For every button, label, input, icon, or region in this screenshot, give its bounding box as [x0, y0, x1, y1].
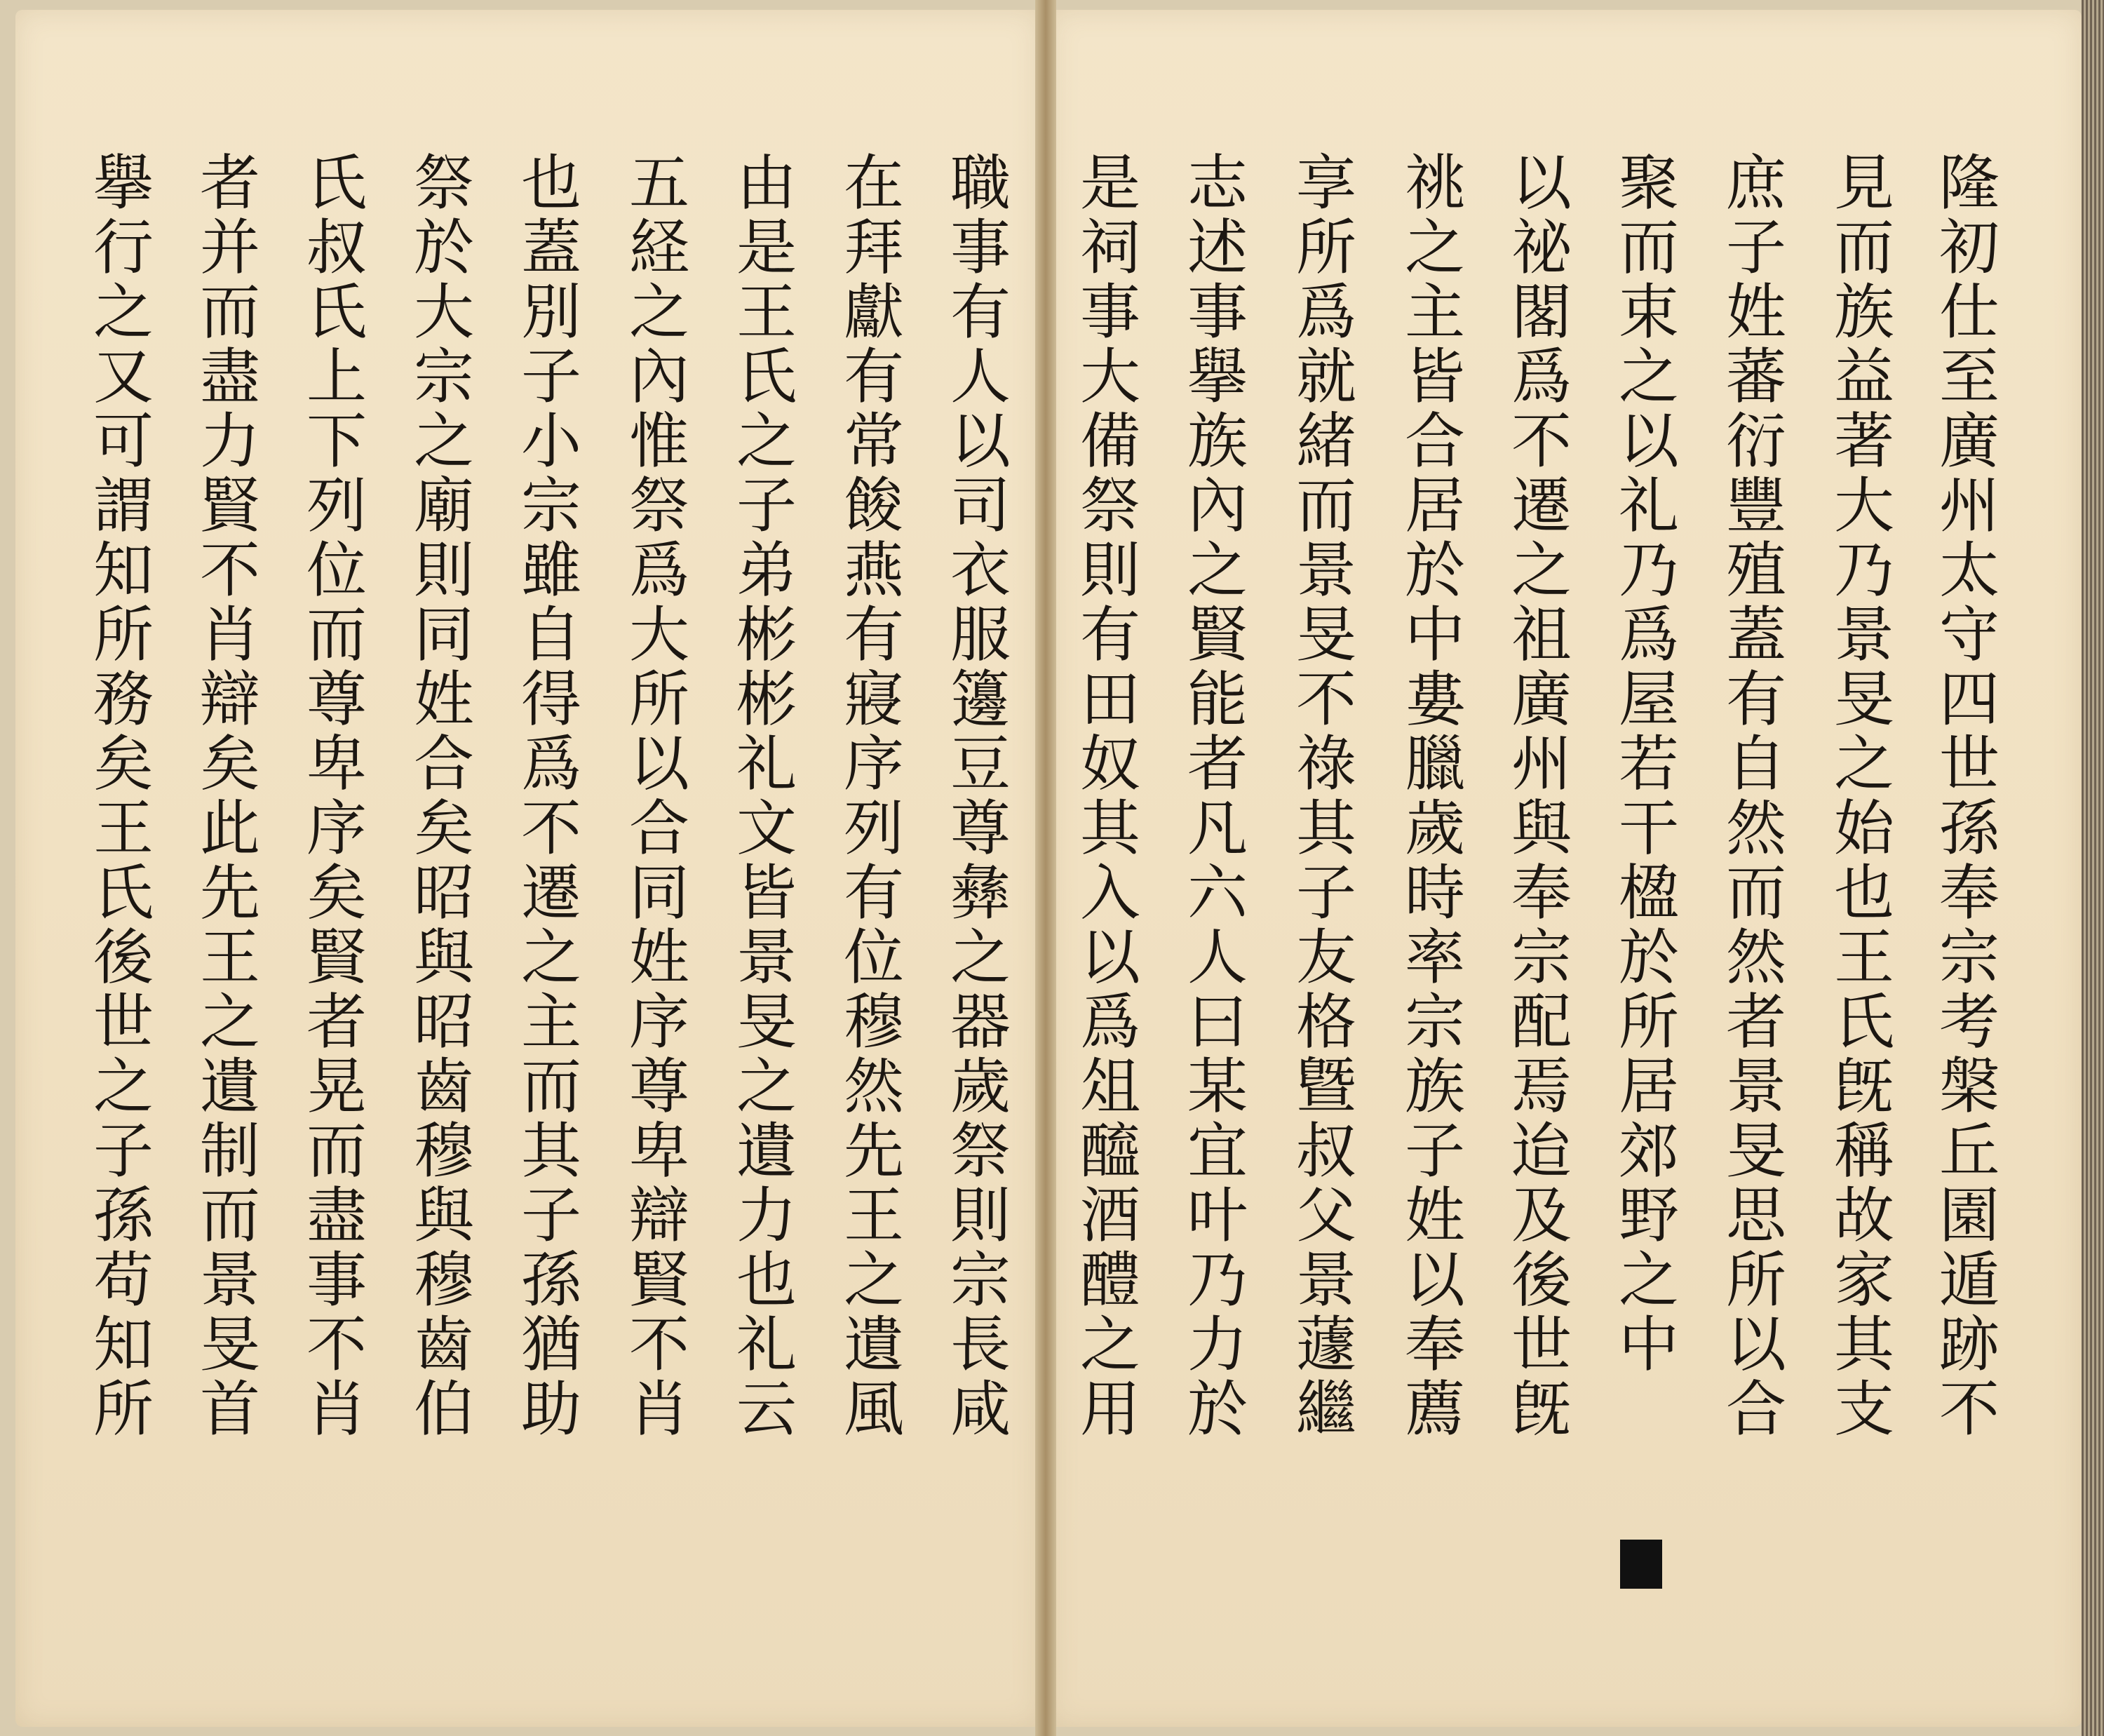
text-column: 職事有人以司衣服籩豆尊彝之器歲祭則宗長咸 — [940, 151, 1010, 1441]
text-column: 隆初仕至廣州太守四世孫奉宗考槃丘園遁跡不 — [1929, 151, 1999, 1441]
text-column: 在拜獻有常餕燕有寢序列有位穆然先王之遺風 — [833, 151, 903, 1441]
page-edges — [2082, 0, 2104, 1736]
text-column: 也蓋別子小宗雖自得爲不遷之主而其子孫猶助 — [511, 151, 581, 1441]
text-column: 見而族益著大乃景旻之始也王氏旣稱故家其支 — [1823, 151, 1894, 1441]
text-column: 志述事擧族內之賢能者凡六人曰某宜叶乃力於 — [1177, 151, 1247, 1441]
text-column: 者并而盡力賢不肖辯矣此先王之遺制而景旻首 — [189, 151, 259, 1441]
text-column: 由是王氏之子弟彬彬礼文皆景旻之遺力也礼云 — [726, 151, 796, 1441]
text-column: 是祠事大備祭則有田奴其入以爲俎醯酒醴之用 — [1070, 151, 1140, 1441]
text-column: 以祕閣爲不遷之祖廣州與奉宗配焉迨及後世旣 — [1501, 151, 1571, 1441]
text-column: 庶子姓蕃衍豐殖蓋有自然而然者景旻思所以合 — [1715, 151, 1786, 1441]
text-column: 五経之內惟祭爲大所以合同姓序尊卑辯賢不肖 — [619, 151, 689, 1441]
text-column: 享所爲就緒而景旻不祿其子友格曁叔父景蘧繼 — [1286, 151, 1356, 1441]
text-column: 聚而束之以礼乃爲屋若干楹於所居郊野之中 — [1608, 151, 1678, 1377]
text-column: 氏叔氏上下列位而尊卑序矣賢者晃而盡事不肖 — [296, 151, 366, 1441]
book-gutter — [1035, 0, 1056, 1736]
blank-character-mark — [1620, 1540, 1662, 1589]
text-column: 祧之主皆合居於中婁臘歲時率宗族子姓以奉薦 — [1394, 151, 1464, 1441]
text-column: 祭於大宗之廟則同姓合矣昭與昭齒穆與穆齒伯 — [403, 151, 473, 1441]
text-column: 擧行之又可謂知所務矣王氏後世之子孫苟知所 — [83, 151, 153, 1441]
